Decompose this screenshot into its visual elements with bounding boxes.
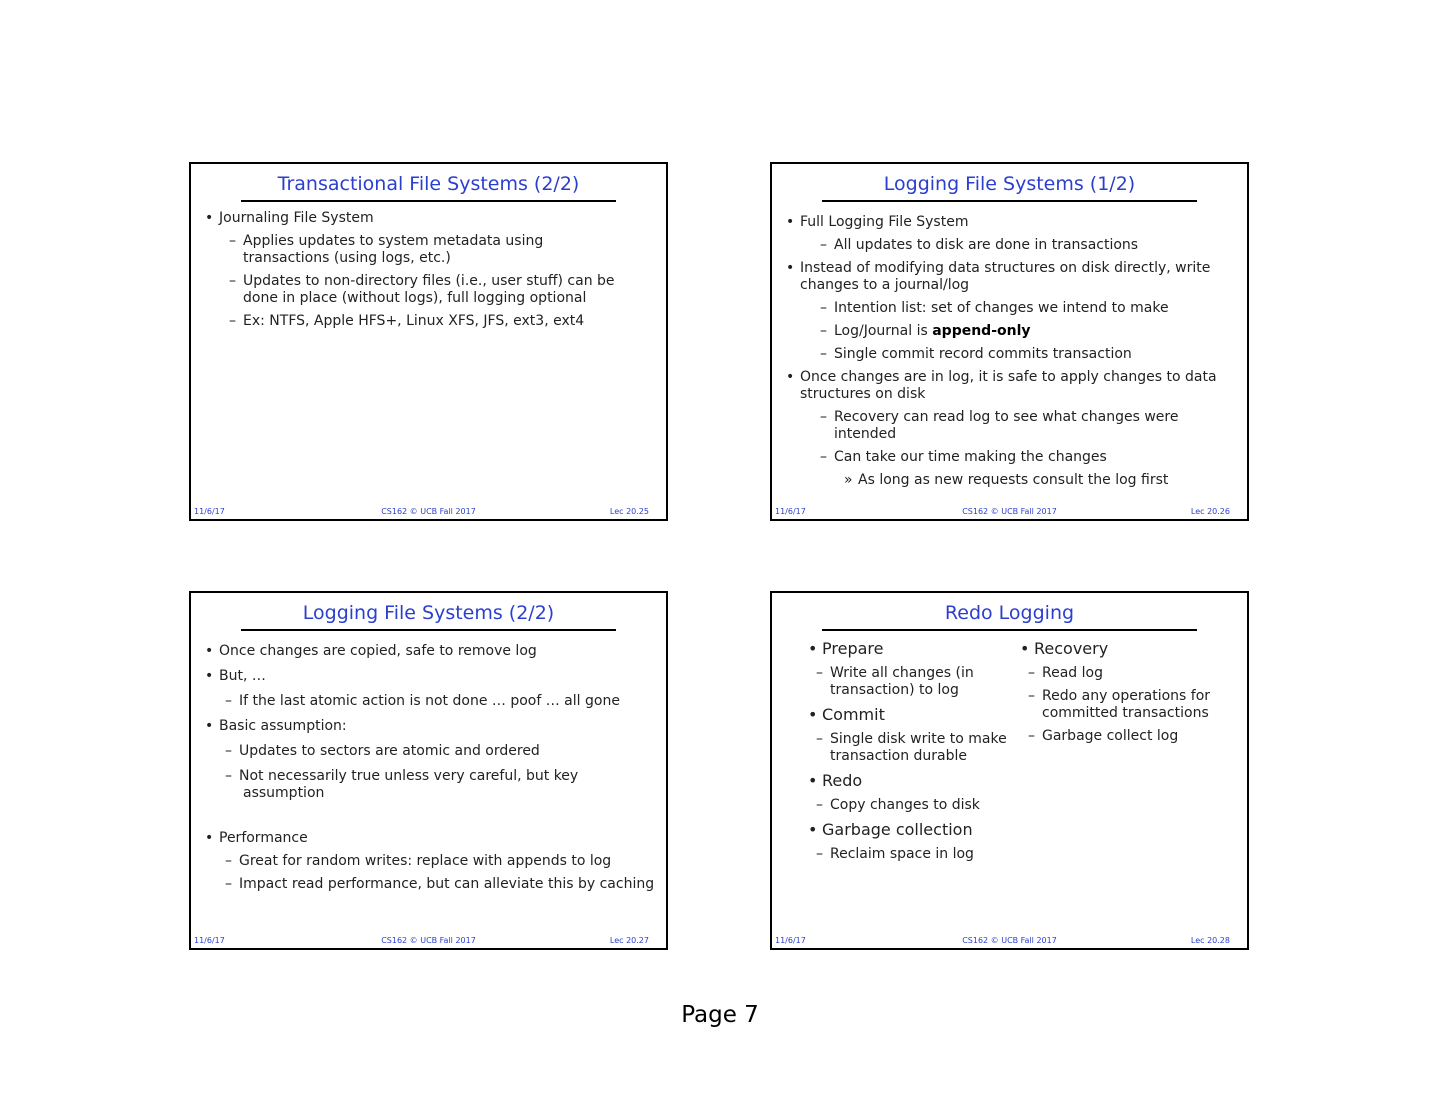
footer-lec: Lec 20.25 — [609, 507, 649, 516]
slide-logging-fs-1 — [770, 162, 1249, 521]
sub-bullet: – Reclaim space in log — [816, 846, 974, 862]
slide-content — [786, 214, 1241, 495]
footer-date: 11/6/17 — [775, 507, 806, 516]
bullet: • Once changes are copied, safe to remove log — [205, 643, 660, 660]
bullet: • Journaling File System — [205, 210, 660, 227]
footer-course: CS162 © UCB Fall 2017 — [381, 936, 476, 945]
footer-date: 11/6/17 — [194, 507, 225, 516]
slide-title: Logging File Systems (1/2) — [822, 172, 1197, 202]
bullet: • Basic assumption: — [205, 718, 660, 735]
bullet: • Commit — [808, 705, 1008, 725]
page-number-label: Page 7 — [681, 1002, 759, 1028]
slide-transactional-fs-2 — [189, 162, 668, 521]
slide-content — [205, 643, 660, 899]
footer-course: CS162 © UCB Fall 2017 — [962, 507, 1057, 516]
left-column — [808, 639, 1008, 869]
footer-date: 11/6/17 — [194, 936, 225, 945]
sub-bullet: – If the last atomic action is not done … poof … all gone — [225, 693, 620, 709]
slide-footer — [194, 506, 663, 518]
sub-bullet: – Copy changes to disk — [816, 797, 980, 813]
bullet: • But, … — [205, 668, 660, 685]
slide-redo-logging — [770, 591, 1249, 950]
footer-lec: Lec 20.27 — [609, 936, 649, 945]
sub-bullet: – Log/Journal is append-only — [820, 323, 1031, 339]
spacer — [205, 810, 660, 830]
sub-bullet: – Updates to sectors are atomic and ordered — [225, 743, 540, 759]
slide-title: Transactional File Systems (2/2) — [241, 172, 616, 202]
sub-bullet: – Write all changes (in transaction) to log — [816, 665, 974, 698]
bullet: • Redo — [808, 771, 1008, 791]
sub-bullet: – Garbage collect log — [1028, 728, 1179, 744]
right-column — [1020, 639, 1220, 751]
slide-content — [205, 210, 660, 336]
sub-bullet: – Recovery can read log to see what changes were intended — [820, 409, 1179, 442]
footer-course: CS162 © UCB Fall 2017 — [962, 936, 1057, 945]
bullet: • Recovery — [1020, 639, 1220, 659]
footer-date: 11/6/17 — [775, 936, 806, 945]
sub-bullet: – Single disk write to make transaction durable — [816, 731, 1007, 764]
slide-title: Redo Logging — [822, 601, 1197, 631]
slide-footer — [775, 935, 1244, 947]
bullet: • Garbage collection — [808, 820, 1008, 840]
sub-bullet: – Updates to non-directory files (i.e., user stuff) can be done in place (without logs), full logging optional — [229, 273, 615, 306]
sub-bullet: – Read log — [1028, 665, 1103, 681]
sub-bullet: – Can take our time making the changes — [820, 449, 1107, 465]
sub-bullet: – Not necessarily true unless very careful, but key assumption — [225, 768, 579, 801]
bullet: • Full Logging File System — [786, 214, 1241, 231]
sub-bullet: – All updates to disk are done in transactions — [820, 237, 1139, 253]
footer-lec: Lec 20.28 — [1190, 936, 1230, 945]
sub-bullet: – Redo any operations for committed transactions — [1028, 688, 1211, 721]
bullet: • Instead of modifying data structures on disk directly, write changes to a journal/log — [786, 260, 1241, 294]
sub-bullet: – Impact read performance, but can alleviate this by caching — [225, 876, 655, 892]
bullet: • Once changes are in log, it is safe to apply changes to data structures on disk — [786, 369, 1241, 403]
emphasis: append-only — [932, 323, 1031, 339]
sub-bullet: – Intention list: set of changes we intend to make — [820, 300, 1169, 316]
sub-sub-bullet: » As long as new requests consult the log first — [844, 472, 1169, 488]
footer-course: CS162 © UCB Fall 2017 — [381, 507, 476, 516]
sub-bullet: – Single commit record commits transaction — [820, 346, 1132, 362]
sub-bullet: – Applies updates to system metadata using transactions (using logs, etc.) — [229, 233, 544, 266]
bullet: • Performance — [205, 830, 660, 847]
slide-logging-fs-2 — [189, 591, 668, 950]
sub-bullet: – Ex: NTFS, Apple HFS+, Linux XFS, JFS, ext3, ext4 — [229, 313, 585, 329]
bullet: • Prepare — [808, 639, 1008, 659]
slide-footer — [775, 506, 1244, 518]
footer-lec: Lec 20.26 — [1190, 507, 1230, 516]
slide-footer — [194, 935, 663, 947]
sub-bullet: – Great for random writes: replace with appends to log — [225, 853, 612, 869]
slide-title: Logging File Systems (2/2) — [241, 601, 616, 631]
